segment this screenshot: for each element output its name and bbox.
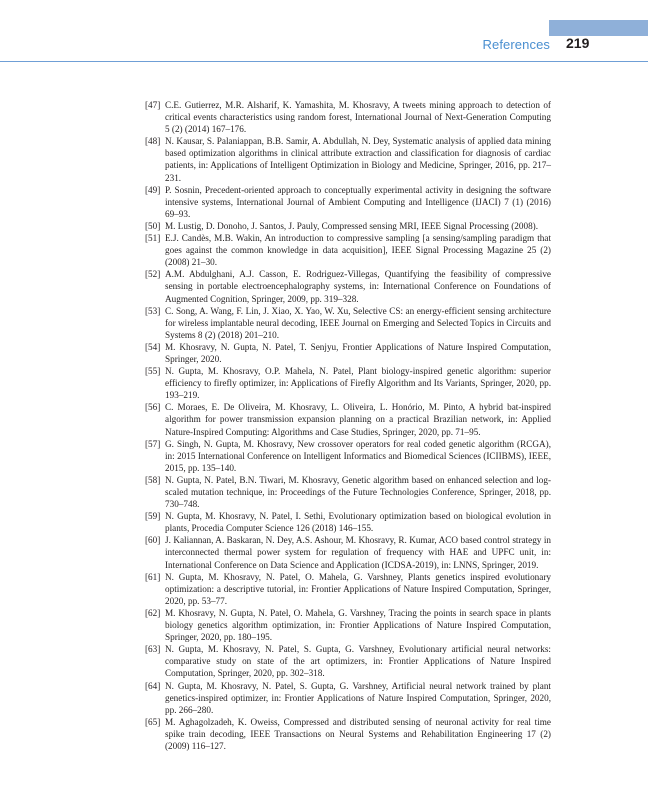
reference-number: [61]: [145, 571, 161, 582]
reference-text: A.M. Abdulghani, A.J. Casson, E. Rodriguez-Villegas, Quantifying the feasibility of compressive sensing in portable electroencephalography systems, in: International Conference on Foundations of Augmented Cognition, Springer, 2009, pp. 319–328.: [165, 269, 551, 304]
reference-number: [48]: [145, 136, 161, 147]
reference-number: [57]: [145, 438, 161, 449]
reference-number: [50]: [145, 220, 161, 231]
reference-item: [145, 135, 551, 183]
reference-number: [53]: [145, 305, 161, 316]
reference-item: [145, 268, 551, 304]
reference-text: C.E. Gutierrez, M.R. Alsharif, K. Yamashita, M. Khosravy, A tweets mining approach to detection of critical events characteristics using random forest, International Journal of Next-Generation Computing 5 (2) (2014) 167–176.: [165, 100, 551, 135]
reference-text: N. Gupta, M. Khosravy, N. Patel, O. Mahela, G. Varshney, Plants genetics inspired evolutionary optimization: a descriptive tutorial, in: Frontier Applications of Nature Inspired Computation, Springer, 2020, pp. 53–77.: [165, 571, 551, 606]
reference-text: G. Singh, N. Gupta, M. Khosravy, New crossover operators for real coded genetic algorithm (RCGA), in: 2015 International Conference on Intelligent Informatics and Biomedical Sciences (ICIIBMS), IEEE, 2015, pp. 135–140.: [165, 438, 551, 473]
reference-item: [145, 184, 551, 220]
reference-number: [51]: [145, 233, 161, 244]
reference-item: [145, 510, 551, 534]
reference-number: [60]: [145, 535, 161, 546]
reference-item: [145, 365, 551, 401]
reference-item: [145, 99, 551, 135]
reference-text: N. Gupta, M. Khosravy, N. Patel, I. Sethi, Evolutionary optimization based on biological evolution in plants, Procedia Computer Science 126 (2018) 146–155.: [165, 511, 551, 534]
reference-text: P. Sosnin, Precedent-oriented approach to conceptually experimental activity in designing the software intensive systems, International Journal of Ambient Computing and Intelligence (IJACI) 7 (1) (2016) 69–93.: [165, 184, 551, 219]
reference-item: [145, 438, 551, 474]
reference-number: [58]: [145, 474, 161, 485]
reference-item: [145, 341, 551, 365]
reference-number: [62]: [145, 607, 161, 618]
reference-number: [47]: [145, 100, 161, 110]
reference-text: E.J. Candès, M.B. Wakin, An introduction to compressive sampling [a sensing/sampling paradigm that goes against the common knowledge in data acquisition], IEEE Signal Processing Magazine 25 (2) (2008) 21–30.: [165, 233, 551, 268]
reference-number: [56]: [145, 402, 161, 413]
reference-item: [145, 534, 551, 570]
reference-text: M. Aghagolzadeh, K. Oweiss, Compressed and distributed sensing of neuronal activity for real time spike train decoding, IEEE Transactions on Neural Systems and Rehabilitation Engineering 17 (2) (2009) 116–127.: [165, 716, 551, 751]
reference-number: [63]: [145, 644, 161, 655]
reference-text: C. Moraes, E. De Oliveira, M. Khosravy, L. Oliveira, L. Honório, M. Pinto, A hybrid bat-inspired algorithm for power transmission expansion planning on a practical Brazilian network, in: Applied Nature-Inspired Computing: Algorithms and Case Studies, Springer, 2020, pp. 71–95.: [165, 402, 551, 437]
reference-text: J. Kaliannan, A. Baskaran, N. Dey, A.S. Ashour, M. Khosravy, R. Kumar, ACO based control strategy in interconnected thermal power system for regulation of frequency with HAE and UPFC unit, in: International Conference on Data Science and Application (ICDSA-2019), in: LNNS, Springer, 2019.: [165, 535, 551, 570]
reference-item: [145, 716, 551, 752]
reference-text: N. Gupta, N. Patel, B.N. Tiwari, M. Khosravy, Genetic algorithm based on enhanced selection and log-scaled mutation technique, in: Proceedings of the Future Technologies Conference, Springer, 2018, pp. 730–748.: [165, 474, 551, 510]
reference-item: [145, 305, 551, 341]
reference-item: [145, 643, 551, 679]
reference-number: [59]: [145, 511, 161, 522]
reference-item: [145, 220, 551, 232]
reference-item: [145, 401, 551, 437]
reference-text: M. Khosravy, N. Gupta, N. Patel, O. Mahela, G. Varshney, Tracing the points in search space in plants biology genetics algorithm optimization, in: Frontier Applications of Nature Inspired Computation, Springer, 2020, pp. 180–195.: [165, 607, 551, 643]
reference-number: [65]: [145, 716, 161, 727]
reference-text: M. Khosravy, N. Gupta, N. Patel, T. Senjyu, Frontier Applications of Nature Inspired Computation, Springer, 2020.: [165, 341, 551, 364]
reference-number: [55]: [145, 366, 161, 377]
reference-text: M. Lustig, D. Donoho, J. Santos, J. Pauly, Compressed sensing MRI, IEEE Signal Processing (2008).: [165, 220, 539, 231]
header-rule: [0, 61, 648, 62]
reference-number: [54]: [145, 341, 161, 352]
reference-list: [145, 99, 551, 752]
page-number: 219: [566, 35, 590, 51]
reference-item: [145, 474, 551, 510]
reference-text: N. Gupta, M. Khosravy, N. Patel, S. Gupta, G. Varshney, Artificial neural network trained by plant genetics-inspired optimizer, in: Frontier Applications of Nature Inspired Computation, Springer, 2020, pp. 266–280.: [165, 680, 551, 715]
reference-number: [49]: [145, 184, 161, 195]
reference-text: N. Kausar, S. Palaniappan, B.B. Samir, A. Abdullah, N. Dey, Systematic analysis of applied data mining based optimization algorithms in clinical attribute extraction and classification for diagnosis of cardiac patients, in: Applications of Intelligent Optimization in Biology and Medicine, Springer, 2016, pp. 217–231.: [165, 136, 551, 183]
reference-text: C. Song, A. Wang, F. Lin, J. Xiao, X. Yao, W. Xu, Selective CS: an energy-efficient sensing architecture for wireless implantable neural decoding, IEEE Journal on Emerging and Selected Topics in Circuits and Systems 8 (2) (2018) 201–210.: [165, 305, 551, 340]
running-header-title: References: [482, 37, 550, 52]
reference-number: [64]: [145, 680, 161, 691]
reference-text: N. Gupta, M. Khosravy, O.P. Mahela, N. Patel, Plant biology-inspired genetic algorithm: superior efficiency to firefly optimizer, in: Applications of Firefly Algorithm and Its Variants, Springer, 2020, pp. 193–219.: [165, 366, 551, 401]
reference-number: [52]: [145, 269, 161, 280]
reference-text: N. Gupta, M. Khosravy, N. Patel, S. Gupta, G. Varshney, Evolutionary artificial neural networks: comparative study on state of the art optimizers, in: Frontier Applications of Nature Inspired Computation, Springer, 2020, pp. 302–318.: [165, 644, 551, 679]
reference-item: [145, 571, 551, 607]
reference-item: [145, 680, 551, 716]
reference-item: [145, 232, 551, 268]
header-color-tab: [549, 20, 648, 36]
reference-item: [145, 607, 551, 643]
